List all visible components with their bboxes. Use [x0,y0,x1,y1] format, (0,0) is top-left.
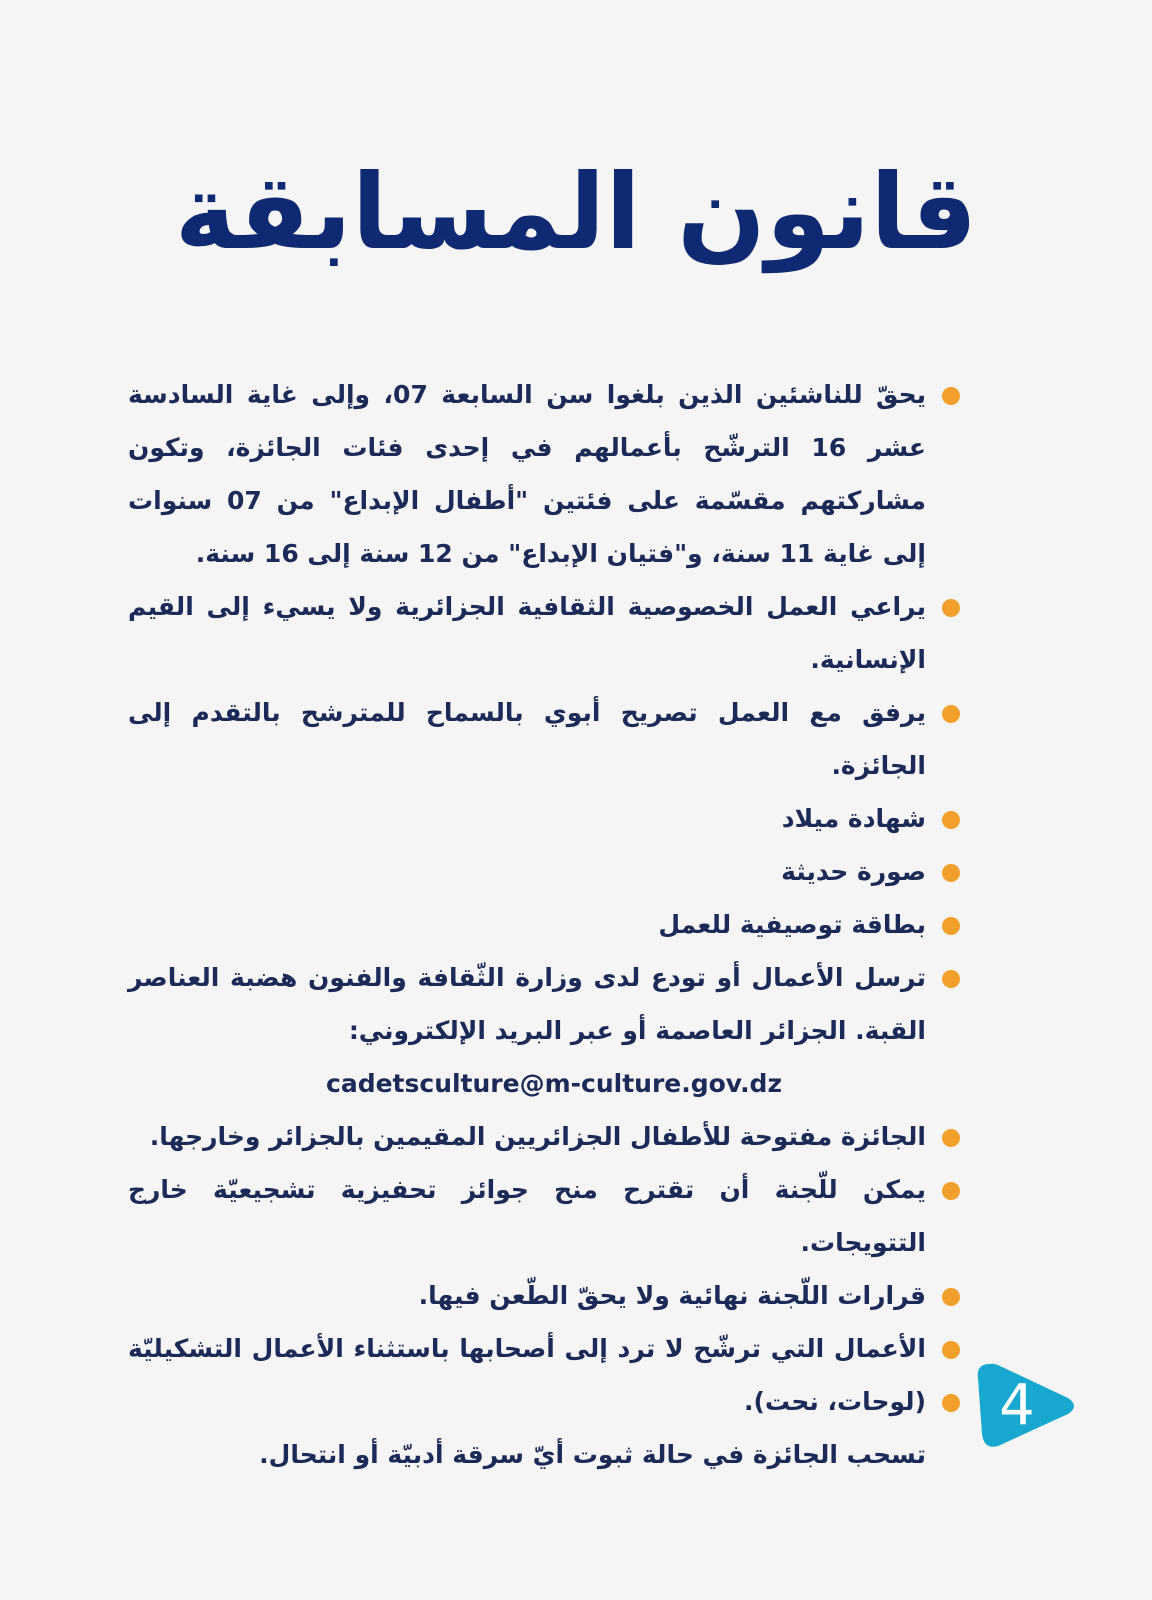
bullet-icon [942,1341,960,1359]
bullet-icon [942,1129,960,1147]
rule-text: صورة حديثة [781,857,926,886]
bullet-icon [942,705,960,723]
rule-item [128,1322,960,1428]
bullet-icon [942,599,960,617]
rule-text-unbulleted: تسحب الجائزة في حالة ثبوت أيّ سرقة أدبيّة أو انتحال. [259,1440,926,1469]
rule-text: يراعي العمل الخصوصية الثقافية الجزائرية ولا يسيء إلى القيم الإنسانية. [128,592,926,674]
rule-text: ترسل الأعمال أو تودع لدى وزارة الثّقافة والفنون هضبة العناصر القبة. الجزائر العاصمة أو عبر البريد الإلكتروني: [128,963,926,1045]
bullet-icon [942,917,960,935]
bullet-icon [942,387,960,405]
rule-text: يمكن للّجنة أن تقترح منح جوائز تحفيزية تشجيعيّة خارج التتويجات. [128,1175,926,1257]
rule-text: قرارات اللّجنة نهائية ولا يحقّ الطّعن فيها. [418,1281,926,1310]
bullet-icon [942,1182,960,1200]
bullet-icon [942,970,960,988]
rule-item [128,1269,960,1322]
rule-text: الجائزة مفتوحة للأطفال الجزائريين المقيمين بالجزائر وخارجها. [149,1122,926,1151]
rule-item [128,686,960,792]
rule-text: شهادة ميلاد [781,804,926,833]
bullet-icon [942,1288,960,1306]
contact-email[interactable]: cadetsculture@m-culture.gov.dz [326,1069,783,1098]
page-title: قانون المسابقة [174,151,978,273]
rule-text: يحقّ للناشئين الذين بلغوا سن السابعة 07، وإلى غاية السادسة عشر 16 الترشّح بأعمالهم في إحدى فئات الجائزة، وتكون مشاركتهم مقسّمة على فئتين "أطفال الإبداع" من 07 سنوات إلى غاية 11 سنة، و"فتيان الإبداع" من 12 سنة إلى 16 سنة. [128,380,926,568]
rule-item [128,951,960,1057]
rule-item [128,898,960,951]
bullet-icon [942,811,960,829]
rule-item [128,368,960,580]
bullet-icon [942,1394,960,1412]
bullet-icon [942,864,960,882]
rule-item [128,580,960,686]
rule-text: يرفق مع العمل تصريح أبوي بالسماح للمترشح بالتقدم إلى الجائزة. [128,698,926,780]
rule-item [128,792,960,845]
page-badge [976,1362,1080,1450]
rule-text: الأعمال التي ترشّح لا ترد إلى أصحابها باستثناء الأعمال التشكيليّة (لوحات، نحت). [128,1334,926,1416]
rules-list [128,368,960,1481]
rule-item [128,845,960,898]
rule-text: بطاقة توصيفية للعمل [658,910,926,939]
page-number: 4 [999,1373,1035,1438]
rule-item [128,1110,960,1163]
rule-item [128,1163,960,1269]
